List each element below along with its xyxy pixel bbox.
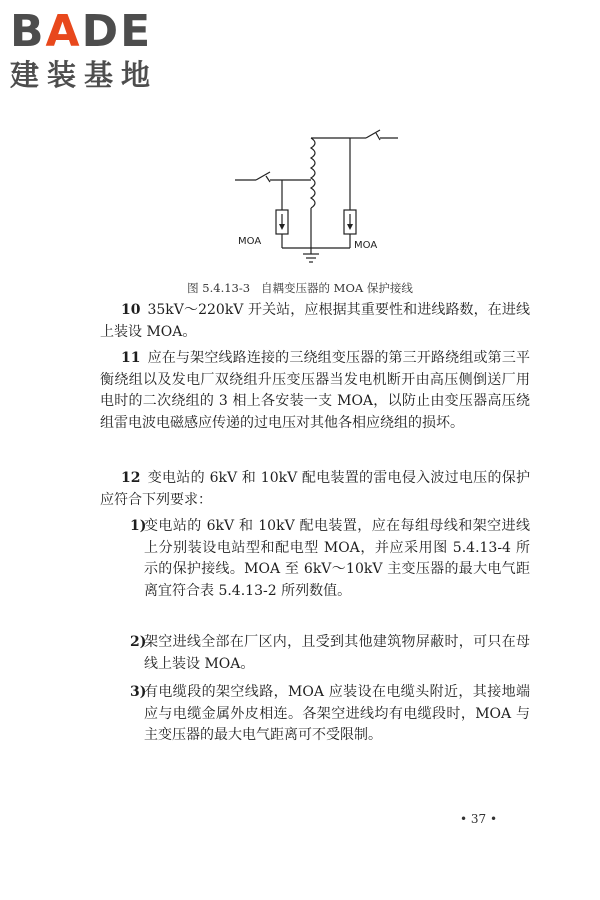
logo-letters-de: DE	[81, 6, 153, 57]
moa-label-right: MOA	[354, 240, 378, 251]
figure-caption	[0, 280, 600, 296]
list-item-text: 有电缆段的架空线路，MOA 应装设在电缆头附近，其接地端应与电缆金属外皮相连。各架空进线均有电缆段时，MOA 与主变压器的最大电气距离可不受限制。	[144, 684, 530, 743]
logo-wordmark	[10, 8, 190, 56]
clause-number: 12	[121, 470, 141, 486]
moa-circuit-diagram	[230, 118, 400, 278]
clause-12	[100, 468, 530, 511]
list-item	[130, 632, 530, 675]
clause-text: 35kV～220kV 开关站，应根据其重要性和进线路数，在进线上装设 MOA。	[100, 302, 530, 340]
transformer-coil	[311, 138, 315, 208]
list-item-marker: 1)	[130, 518, 147, 534]
list-item	[130, 682, 530, 747]
list-item-text: 架空进线全部在厂区内，且受到其他建筑物屏蔽时，可只在母线上装设 MOA。	[144, 634, 530, 672]
list-item-text: 变电站的 6kV 和 10kV 配电装置，应在每组母线和架空进线上分别装设电站型和配电型 MOA，并应采用图 5.4.13-4 所示的保护接线。MOA 至 6kV～10kV 主变压器的最大电气距离宜符合表 5.4.13-2 所列数值。	[144, 518, 530, 599]
list-item-marker: 3)	[130, 684, 147, 700]
brand-logo	[10, 8, 190, 92]
caption-title: 自耦变压器的 MOA 保护接线	[261, 281, 413, 295]
clause-11	[100, 348, 530, 434]
clause-number: 10	[121, 302, 141, 318]
list-item-marker: 2)	[130, 634, 147, 650]
logo-letter-a: A	[45, 6, 82, 57]
moa-label-left: MOA	[238, 236, 262, 247]
page-number: • 37 •	[460, 812, 498, 826]
logo-letter-b: B	[10, 6, 46, 57]
clause-number: 11	[121, 350, 141, 366]
clause-text: 应在与架空线路连接的三绕组变压器的第三开路绕组或第三平衡绕组以及发电厂双绕组升压变压器当发电机断开由高压侧倒送厂用电时的二次绕组的 3 相上各安装一支 MOA，以防止由变压器高压绕组雷电波电磁感应传递的过电压对其他各相应绕组的损坏。	[100, 350, 530, 431]
logo-chinese-text: 建装基地	[10, 58, 159, 92]
clause-text: 变电站的 6kV 和 10kV 配电装置的雷电侵入波过电压的保护应符合下列要求：	[100, 470, 530, 508]
list-item	[130, 516, 530, 602]
caption-number: 图 5.4.13-3	[187, 281, 251, 295]
clause-10	[100, 300, 530, 343]
